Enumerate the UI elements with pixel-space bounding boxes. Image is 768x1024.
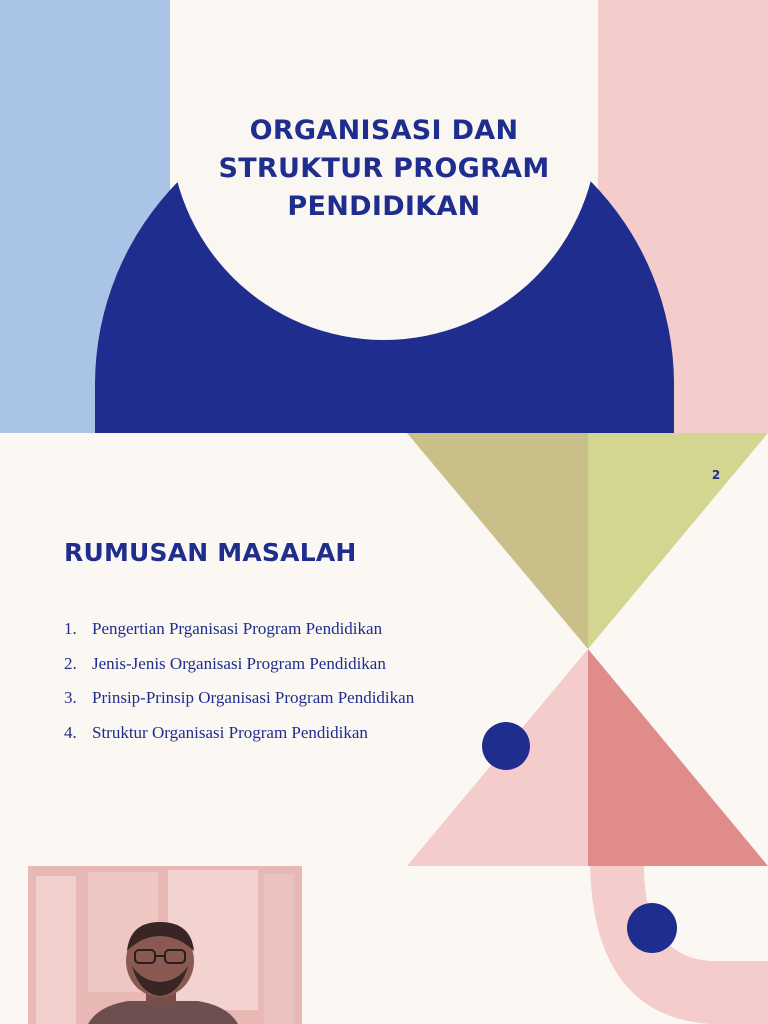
slide-1-title: ORGANISASI DAN STRUKTUR PROGRAM PENDIDIKAN <box>218 115 550 222</box>
slide-3 <box>0 866 768 1024</box>
lime-triangle <box>588 433 768 649</box>
list-item <box>64 619 414 654</box>
list-number: 3. <box>64 688 77 707</box>
navy-dot <box>482 722 530 770</box>
list-item <box>64 723 414 758</box>
list-item <box>64 688 414 723</box>
slide-2 <box>0 433 768 866</box>
slide-2-title: RUMUSAN MASALAH <box>64 538 357 567</box>
page-number: 2 <box>711 468 721 482</box>
problem-list <box>64 619 414 757</box>
man-with-glasses-photo <box>28 866 302 1024</box>
list-text: Struktur Organisasi Program Pendidikan <box>92 722 368 742</box>
navy-dot <box>627 903 677 953</box>
list-number: 2. <box>64 653 77 673</box>
pink-arc-decoration <box>560 866 768 1024</box>
photo-illustration <box>28 866 302 1024</box>
salmon-triangle <box>588 649 768 866</box>
list-text: Prinsip-Prinsip Organisasi Program Pendidikan <box>92 688 415 707</box>
list-item <box>64 654 414 689</box>
list-number: 4. <box>64 722 77 742</box>
list-number: 1. <box>64 619 77 638</box>
pink-curve-shape <box>590 866 768 1024</box>
list-text: Jenis-Jenis Organisasi Program Pendidikan <box>92 653 386 673</box>
list-text: Pengertian Prganisasi Program Pendidikan <box>92 619 383 638</box>
olive-triangle <box>407 433 588 649</box>
slide-1 <box>0 0 768 433</box>
